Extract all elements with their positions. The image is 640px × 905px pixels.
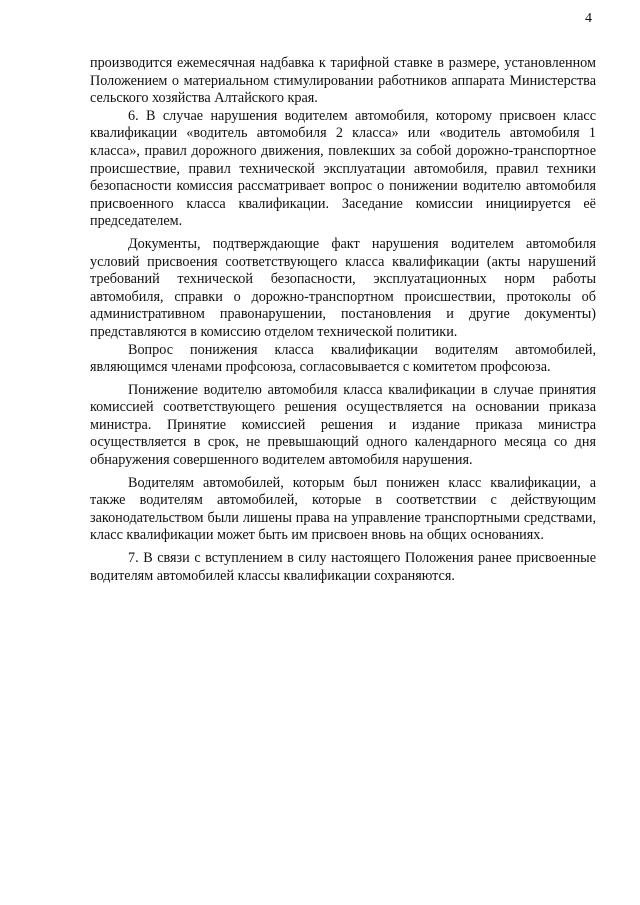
paragraph-trade-union: Вопрос понижения класса квалификации водителям автомобилей, являющимся членами профсоюза, согласовывается с комитетом профсоюза. <box>90 341 596 376</box>
paragraph-continuation: производится ежемесячная надбавка к тарифной ставке в размере, установленном Положением о материальном стимулировании работников аппарата Министерства сельского хозяйства Алтайского края. <box>90 55 596 107</box>
paragraph-downgrade-procedure: Понижение водителю автомобиля класса квалификации в случае принятия комиссией соответствующего решения осуществляется на основании приказа министра. Принятие комиссией решения и издание приказа министра осуществляется в срок, не превышающий одного календарного месяца со дня обнаружения совершенного водителем автомобиля нарушения. <box>90 381 596 469</box>
document-body <box>90 55 596 585</box>
page-number: 4 <box>585 11 592 26</box>
paragraph-item-6: 6. В случае нарушения водителем автомобиля, которому присвоен класс квалификации «водитель автомобиля 2 класса» или «водитель автомобиля 1 класса», правил дорожного движения, повлекших за собой дорожно-транспортное происшествие, правил технической эксплуатации автомобиля, правил техники безопасности комиссия рассматривает вопрос о понижении водителю автомобиля присвоенного класса квалификации. Заседание комиссии инициируется её председателем. <box>90 107 596 230</box>
paragraph-reassignment: Водителям автомобилей, которым был понижен класс квалификации, а также водителям автомобилей, которые в соответствии с действующим законодательством были лишены права на управление транспортными средствами, класс квалификации может быть им присвоен вновь на общих основаниях. <box>90 474 596 544</box>
paragraph-item-7: 7. В связи с вступлением в силу настоящего Положения ранее присвоенные водителям автомобилей классы квалификации сохраняются. <box>90 550 596 584</box>
paragraph-documents: Документы, подтверждающие факт нарушения водителем автомобиля условий присвоения соответствующего класса квалификации (акты нарушений требований технической безопасности, эксплуатационных норм работы автомобиля, справки о дорожно-транспортном происшествии, протоколы об административном правонарушении, постановления и другие документы) представляются в комиссию отделом технической политики. <box>90 235 596 340</box>
